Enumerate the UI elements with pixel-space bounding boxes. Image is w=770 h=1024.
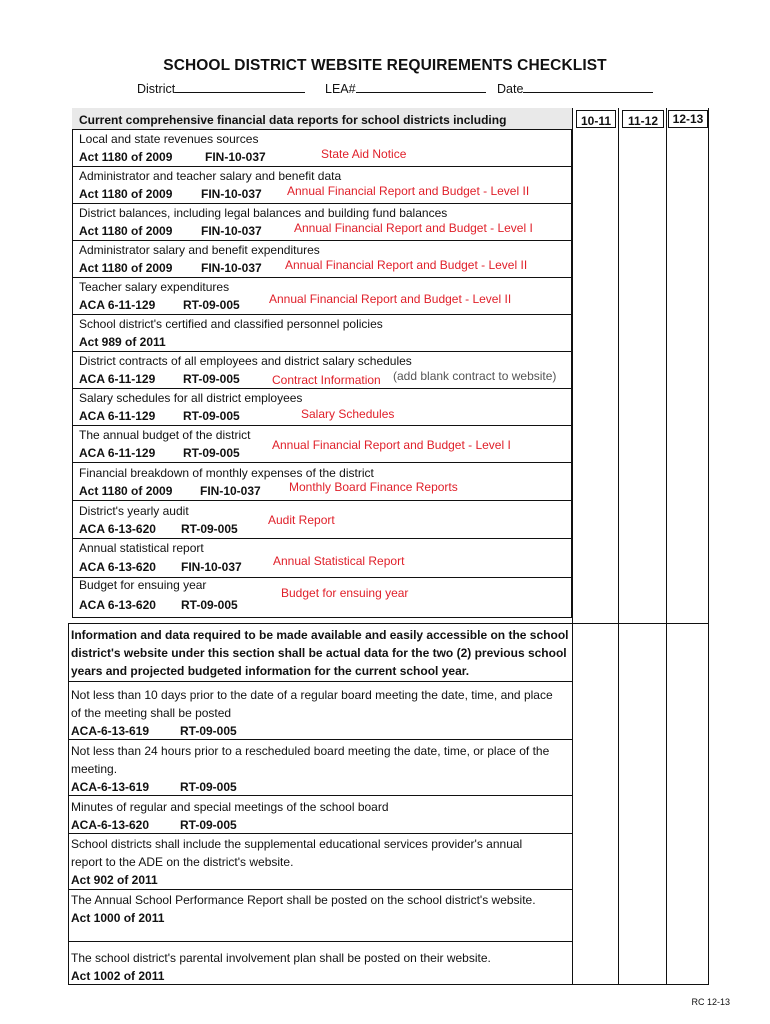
checklist-row: Minutes of regular and special meetings of the school board ACA-6-13-620 RT-09-005 (68, 796, 572, 834)
checklist-row: Not less than 10 days prior to the date of a regular board meeting the date, time, and place of the meeting shall be posted ACA-6-13-619 RT-09-005 (68, 682, 572, 740)
checklist-table (68, 108, 709, 985)
checklist-row: Financial breakdown of monthly expenses of the district Act 1180 of 2009 FIN-10-037 Monthly Board Finance Reports (72, 463, 572, 501)
checklist-row: Administrator salary and benefit expenditures Act 1180 of 2009 FIN-10-037 Annual Financial Report and Budget - Level II (72, 241, 572, 278)
checklist-row: Administrator and teacher salary and benefit data Act 1180 of 2009 FIN-10-037 Annual Financial Report and Budget - Level II (72, 167, 572, 204)
checklist-row: District's yearly audit ACA 6-13-620 RT-09-005 Audit Report (72, 501, 572, 539)
document-title: SCHOOL DISTRICT WEBSITE REQUIREMENTS CHECKLIST (163, 57, 607, 74)
checklist-row: School districts shall include the supplemental educational services provider's annual report to the ADE on the district's website. Act 902 of 2011 (68, 834, 572, 890)
checklist-row: Not less than 24 hours prior to a rescheduled board meeting the date, time, or place of the meeting. ACA-6-13-619 RT-09-005 (68, 740, 572, 796)
section1-heading: Current comprehensive financial data reports for school districts including (72, 108, 572, 130)
column-label: 12-13 (672, 112, 704, 126)
section2 (68, 623, 572, 985)
column-label: 11-12 (627, 114, 659, 128)
checklist-row: The Annual School Performance Report shall be posted on the school district's website. Act 1000 of 2011 (68, 890, 572, 942)
lea-field[interactable] (325, 80, 486, 96)
checklist-row: The school district's parental involvement plan shall be posted on their website. Act 1002 of 2011 (71, 951, 491, 983)
checklist-row: District balances, including legal balances and building fund balances Act 1180 of 2009 FIN-10-037 Annual Financial Report and Budget - Level I (72, 204, 572, 241)
date-field[interactable] (497, 80, 653, 96)
section1 (72, 108, 572, 618)
checklist-row: School district's certified and classified personnel policies Act 989 of 2011 (72, 315, 572, 352)
date-label: Date (497, 82, 524, 96)
checklist-row: Budget for ensuing year ACA 6-13-620 RT-09-005 Budget for ensuing year (79, 578, 409, 612)
checklist-row: District contracts of all employees and district salary schedules ACA 6-11-129 RT-09-005 Contract Information (add blank contract to website) (72, 352, 572, 389)
lea-label: LEA# (325, 82, 356, 96)
checklist-row: The annual budget of the district ACA 6-11-129 RT-09-005 Annual Financial Report and Budget - Level I (72, 426, 572, 463)
date-blank[interactable] (523, 80, 653, 93)
form-code: RC 12-13 (691, 997, 730, 1007)
checklist-row: Annual statistical report ACA 6-13-620 FIN-10-037 Annual Statistical Report (72, 539, 572, 578)
district-label: District (137, 82, 176, 96)
column-label: 10-11 (580, 114, 612, 128)
district-field[interactable] (137, 80, 305, 96)
checklist-row: Teacher salary expenditures ACA 6-11-129 RT-09-005 Annual Financial Report and Budget - Level II (72, 278, 572, 315)
lea-blank[interactable] (356, 80, 486, 93)
district-blank[interactable] (175, 80, 305, 93)
section2-heading: Information and data required to be made available and easily accessible on the school district's website under this section shall be actual data for the two (2) previous school years and projected budgeted information for the current school year. (68, 623, 572, 682)
checklist-row: Local and state revenues sources Act 1180 of 2009 FIN-10-037 State Aid Notice (72, 130, 572, 167)
checklist-row: Salary schedules for all district employees ACA 6-11-129 RT-09-005 Salary Schedules (72, 389, 572, 426)
